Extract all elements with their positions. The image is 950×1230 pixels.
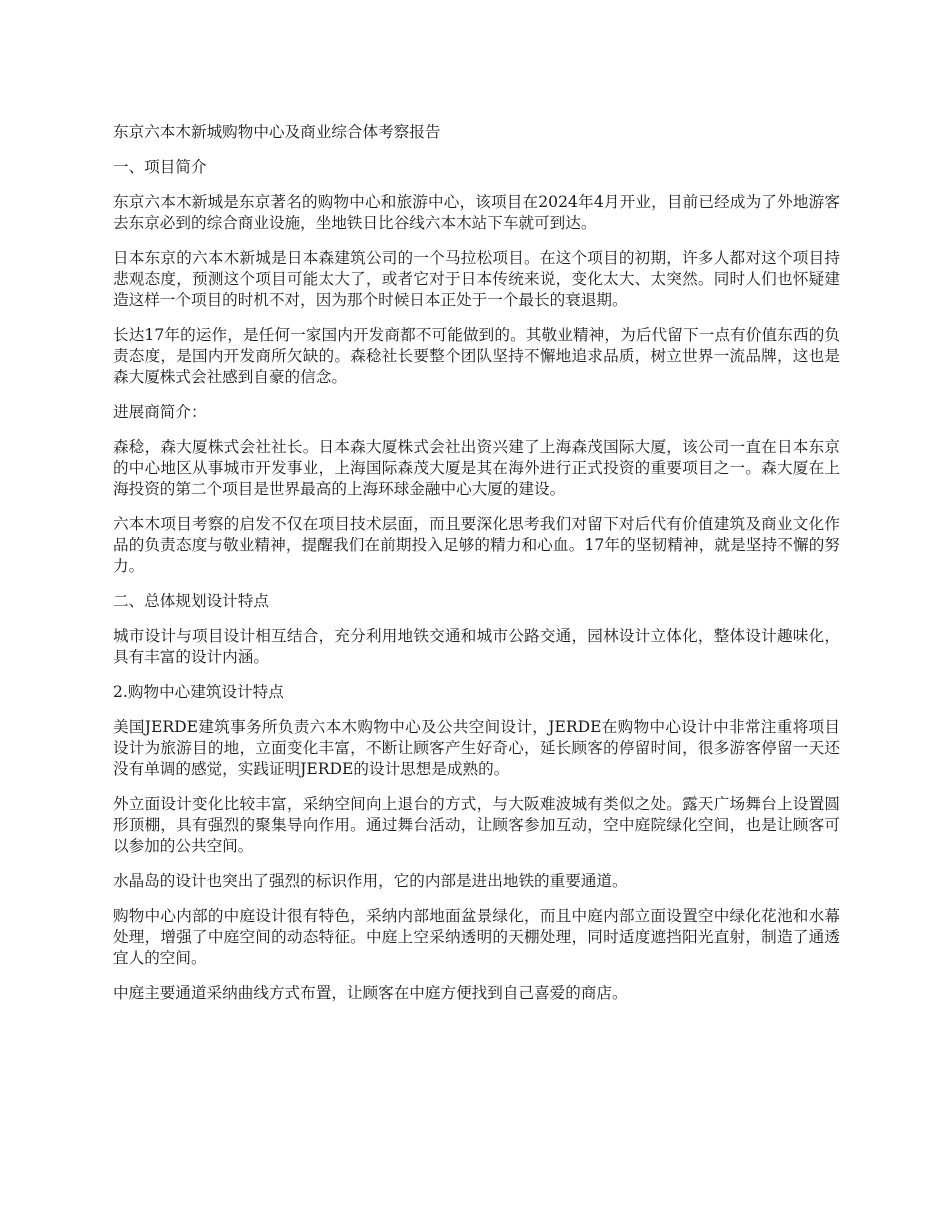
- document-page: [113, 122, 840, 1018]
- paragraph-urban-design: 城市设计与项目设计相互结合，充分利用地铁交通和城市公路交通，园林设计立体化，整体设计趣味化，具有丰富的设计内涵。: [113, 627, 840, 666]
- paragraph-marathon-project: 日本东京的六本木新城是日本森建筑公司的一个马拉松项目。在这个项目的初期，许多人都对这个项目持悲观态度，预测这个项目可能太大了，或者它对于日本传统来说，变化太大、太突然。同时人们也怀疑建造这样一个项目的时机不对，因为那个时候日本正处于一个最长的衰退期。: [113, 249, 840, 309]
- paragraph-seventeen-years: 长达17年的运作，是任何一家国内开发商都不可能做到的。其敬业精神，为后代留下一点有价值东西的负责态度，是国内开发商所欠缺的。森稔社长要整个团队坚持不懈地追求品质，树立世界一流品牌，这也是森大厦株式会社感到自豪的信念。: [113, 326, 840, 386]
- paragraph-developer-info: 森稔，森大厦株式会社社长。日本森大厦株式会社出资兴建了上海森茂国际大厦，该公司一直在日本东京的中心地区从事城市开发事业，上海国际森茂大厦是其在海外进行正式投资的重要项目之一。森大厦在上海投资的第二个项目是世界最高的上海环球金融中心大厦的建设。: [113, 438, 840, 498]
- section-heading-project-intro: 一、项目简介: [113, 158, 207, 176]
- section-heading-planning: 二、总体规划设计特点: [113, 592, 269, 610]
- paragraph-overview: 东京六本木新城是东京著名的购物中心和旅游中心，该项目在2024年4月开业，目前已经成为了外地游客去东京必到的综合商业设施，坐地铁日比谷线六本木站下车就可到达。: [113, 193, 840, 232]
- paragraph-circulation: 中庭主要通道采纳曲线方式布置，让顾客在中庭方便找到自己喜爱的商店。: [113, 984, 628, 1002]
- paragraph-jerde: 美国JERDE建筑事务所负责六本木购物中心及公共空间设计，JERDE在购物中心设计中非常注重将项目设计为旅游目的地，立面变化丰富，不断让顾客产生好奇心，延长顾客的停留时间，很多游客停留一天还没有单调的感觉，实践证明JERDE的设计思想是成熟的。: [113, 718, 840, 778]
- paragraph-facade: 外立面设计变化比较丰富，采纳空间向上退台的方式，与大阪难波城有类似之处。露天广场舞台上设置圆形顶棚，具有强烈的聚集导向作用。通过舞台活动，让顾客参加互动，空中庭院绿化空间，也是让顾客可以参加的公共空间。: [113, 795, 840, 855]
- paragraph-atrium: 购物中心内部的中庭设计很有特色，采纳内部地面盆景绿化，而且中庭内部立面设置空中绿化花池和水幕处理，增强了中庭空间的动态特征。中庭上空采纳透明的天棚处理，同时适度遮挡阳光直射，制造了通透宜人的空间。: [113, 907, 840, 967]
- section-heading-developer: 进展商简介：: [113, 403, 207, 421]
- document-title: 东京六本木新城购物中心及商业综合体考察报告: [113, 123, 441, 141]
- paragraph-crystal-island: 水晶岛的设计也突出了强烈的标识作用，它的内部是进出地铁的重要通道。: [113, 872, 628, 890]
- paragraph-inspiration: 六本木项目考察的启发不仅在项目技术层面，而且要深化思考我们对留下对后代有价值建筑及商业文化作品的负责态度与敬业精神，提醒我们在前期投入足够的精力和心血。17年的坚韧精神，就是坚持不懈的努力。: [113, 515, 840, 575]
- section-heading-architecture: 2.购物中心建筑设计特点: [113, 683, 284, 701]
